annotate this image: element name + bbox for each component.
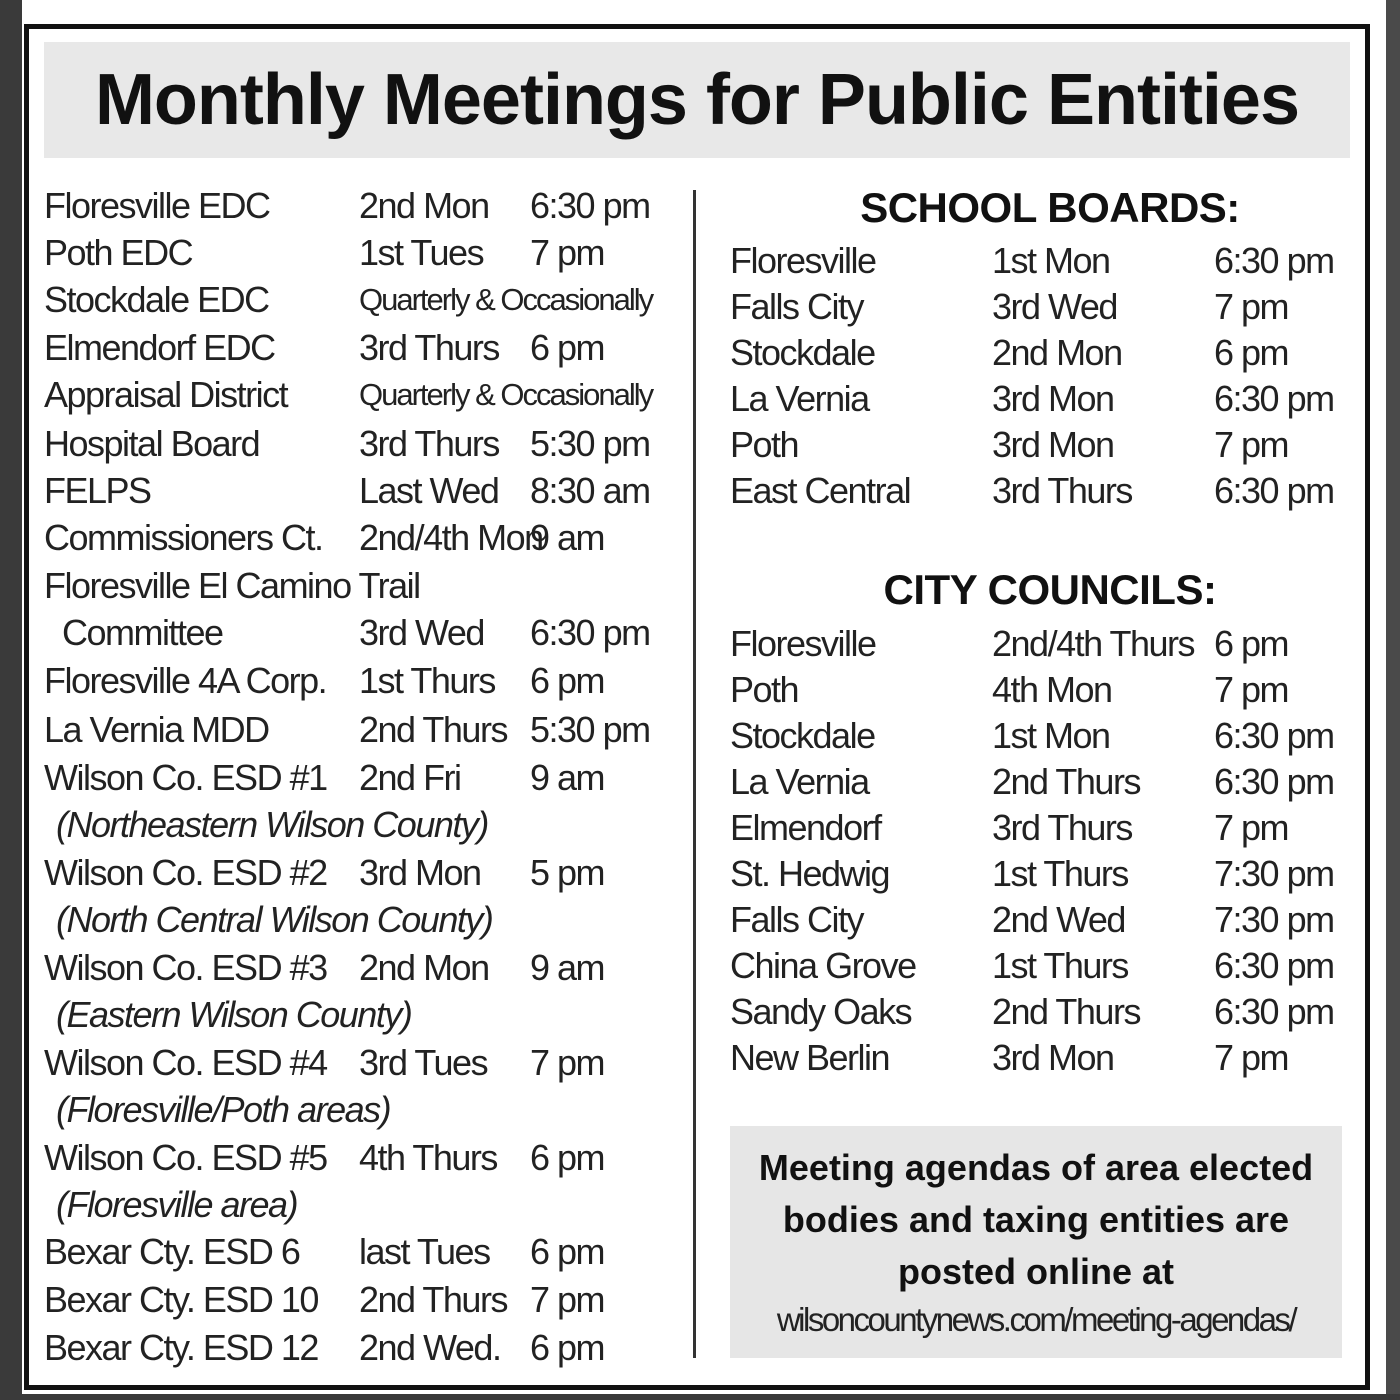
- row-name: China Grove: [730, 945, 916, 986]
- row-time: 6:30 pm: [1214, 378, 1334, 419]
- entity-row: [44, 657, 684, 705]
- entity-note: (Floresville area): [56, 1184, 298, 1225]
- row-day: 2nd Thurs: [992, 991, 1140, 1032]
- entity-row: [44, 1324, 684, 1372]
- row-time: 6:30 pm: [1214, 715, 1334, 756]
- row-day: 2nd/4th Thurs: [992, 623, 1194, 664]
- row-time: 6:30 pm: [1214, 240, 1334, 281]
- entity-time: 5:30 pm: [530, 709, 650, 750]
- row-day: 1st Thurs: [992, 853, 1128, 894]
- entity-day: 2nd Fri: [359, 757, 461, 798]
- row-time: 6 pm: [1214, 623, 1289, 664]
- row-name: La Vernia: [730, 378, 869, 419]
- city-councils-row: [730, 621, 1360, 667]
- row-time: 6:30 pm: [1214, 470, 1334, 511]
- row-day: 3rd Mon: [992, 1037, 1114, 1078]
- city-councils-row: [730, 897, 1360, 943]
- page-title: Monthly Meetings for Public Entities: [94, 60, 1300, 140]
- entity-name: Elmendorf EDC: [44, 327, 275, 368]
- entity-time: 5:30 pm: [530, 423, 650, 464]
- entity-day: Last Wed: [359, 470, 499, 511]
- row-time: 7 pm: [1214, 286, 1289, 327]
- entity-name: Wilson Co. ESD #3: [44, 947, 327, 988]
- entity-row: [44, 324, 684, 372]
- school-boards-row: [730, 238, 1360, 284]
- entity-day: 3rd Mon: [359, 852, 481, 893]
- row-name: Floresville: [730, 623, 876, 664]
- school-boards-row: [730, 468, 1360, 514]
- entity-day: 3rd Thurs: [359, 327, 499, 368]
- row-time: 7 pm: [1214, 424, 1289, 465]
- row-day: 3rd Wed: [992, 286, 1117, 327]
- row-time: 6:30 pm: [1214, 991, 1334, 1032]
- row-name: Stockdale: [730, 715, 875, 756]
- right-edge-band: [1386, 0, 1400, 1400]
- entity-name: Committee: [62, 612, 223, 653]
- entity-time: 6 pm: [530, 1137, 605, 1178]
- entity-name: Floresville 4A Corp.: [44, 660, 327, 701]
- row-name: Sandy Oaks: [730, 991, 912, 1032]
- city-councils-row: [730, 943, 1360, 989]
- school-boards-row: [730, 284, 1360, 330]
- entity-time: 6:30 pm: [530, 612, 650, 653]
- entity-time: 9 am: [530, 757, 605, 798]
- entity-row: [44, 371, 684, 419]
- agenda-url-link[interactable]: wilsoncountynews.com/meeting-agendas/: [776, 1301, 1296, 1338]
- entity-time: 6 pm: [530, 327, 605, 368]
- entity-name: Bexar Cty. ESD 12: [44, 1327, 318, 1368]
- row-name: Poth: [730, 669, 799, 710]
- city-councils-row: [730, 989, 1360, 1035]
- entity-name: Wilson Co. ESD #1: [44, 757, 327, 798]
- city-councils-row: [730, 1035, 1360, 1081]
- entity-row: [44, 420, 684, 468]
- entity-row: [44, 849, 684, 897]
- row-day: 2nd Wed: [992, 899, 1125, 940]
- entity-name: Hospital Board: [44, 423, 260, 464]
- entity-note-row: [44, 801, 684, 849]
- entity-name: Commissioners Ct.: [44, 517, 323, 558]
- row-day: 1st Thurs: [992, 945, 1128, 986]
- row-name: St. Hedwig: [730, 853, 890, 894]
- entity-name: FELPS: [44, 470, 151, 511]
- row-day: 3rd Thurs: [992, 470, 1132, 511]
- entity-note: (Eastern Wilson County): [56, 994, 412, 1035]
- row-day: 3rd Mon: [992, 378, 1114, 419]
- row-time: 6:30 pm: [1214, 761, 1334, 802]
- entity-note-row: [44, 1086, 684, 1134]
- entity-row: [44, 562, 684, 610]
- entity-time: 6 pm: [530, 1231, 605, 1272]
- row-day: 4th Mon: [992, 669, 1112, 710]
- entity-time: 6:30 pm: [530, 185, 650, 226]
- row-time: 7 pm: [1214, 669, 1289, 710]
- agenda-note-text: Meeting agendas of area elected bodies and taxing entities are posted online at: [758, 1147, 1314, 1292]
- row-time: 7:30 pm: [1214, 853, 1334, 894]
- row-name: Stockdale: [730, 332, 875, 373]
- row-name: Poth: [730, 424, 799, 465]
- entity-time: 7 pm: [530, 232, 605, 273]
- entity-day: 2nd Mon: [359, 947, 489, 988]
- bottom-edge-band: [0, 1394, 1400, 1400]
- entity-day: last Tues: [359, 1231, 490, 1272]
- entity-time: 6 pm: [530, 1327, 605, 1368]
- entity-day: 4th Thurs: [359, 1137, 497, 1178]
- entity-note: (Northeastern Wilson County): [56, 804, 488, 845]
- entity-time: 8:30 am: [530, 470, 650, 511]
- row-time: 7 pm: [1214, 807, 1289, 848]
- school-boards-row: [730, 422, 1360, 468]
- row-name: Floresville: [730, 240, 876, 281]
- entity-row: [44, 467, 684, 515]
- entity-time: 7 pm: [530, 1042, 605, 1083]
- row-time: 6:30 pm: [1214, 945, 1334, 986]
- entity-row: [44, 1228, 684, 1276]
- row-name: Elmendorf: [730, 807, 881, 848]
- entity-day: 1st Tues: [359, 232, 484, 273]
- row-name: New Berlin: [730, 1037, 890, 1078]
- row-time: 7:30 pm: [1214, 899, 1334, 940]
- entity-row: [44, 182, 684, 230]
- row-day: 2nd Mon: [992, 332, 1122, 373]
- entity-day: 2nd Thurs: [359, 709, 507, 750]
- row-day: 3rd Thurs: [992, 807, 1132, 848]
- entity-day: 3rd Thurs: [359, 423, 499, 464]
- row-day: 2nd Thurs: [992, 761, 1140, 802]
- entity-name: Wilson Co. ESD #2: [44, 852, 327, 893]
- entity-name: La Vernia MDD: [44, 709, 269, 750]
- entity-day: 2nd/4th Mon: [359, 517, 543, 558]
- entity-day: 3rd Tues: [359, 1042, 488, 1083]
- entity-day: 2nd Mon: [359, 185, 489, 226]
- row-time: 7 pm: [1214, 1037, 1289, 1078]
- school-boards-heading: SCHOOL BOARDS:: [860, 184, 1240, 231]
- entity-row: [44, 706, 684, 754]
- entity-name: Wilson Co. ESD #4: [44, 1042, 327, 1083]
- row-name: Falls City: [730, 286, 864, 327]
- entity-note: (Floresville/Poth areas): [56, 1089, 391, 1130]
- column-divider: [693, 190, 696, 1358]
- entity-row: [44, 276, 684, 324]
- entity-row: [44, 514, 684, 562]
- entity-day: 2nd Thurs: [359, 1279, 507, 1320]
- entity-name: Floresville EDC: [44, 185, 270, 226]
- row-day: 1st Mon: [992, 715, 1110, 756]
- row-time: 6 pm: [1214, 332, 1289, 373]
- city-councils-row: [730, 805, 1360, 851]
- school-boards-row: [730, 330, 1360, 376]
- city-councils-row: [730, 667, 1360, 713]
- entity-name: Wilson Co. ESD #5: [44, 1137, 327, 1178]
- entity-note-row: [44, 991, 684, 1039]
- entity-note-row: [44, 1181, 684, 1229]
- entity-name: Floresville El Camino Trail: [44, 565, 420, 606]
- entity-name: Appraisal District: [44, 374, 288, 415]
- left-edge-band: [0, 0, 22, 1400]
- entity-name: Stockdale EDC: [44, 279, 269, 320]
- entity-row: [44, 1039, 684, 1087]
- city-councils-row: [730, 713, 1360, 759]
- entity-time: 7 pm: [530, 1279, 605, 1320]
- entity-row: [44, 609, 684, 657]
- entity-day: 2nd Wed.: [359, 1327, 501, 1368]
- entity-time: 9 am: [530, 517, 605, 558]
- entity-day: 3rd Wed: [359, 612, 484, 653]
- entity-row: [44, 944, 684, 992]
- entity-row: [44, 229, 684, 277]
- entity-row: [44, 754, 684, 802]
- city-councils-row: [730, 851, 1360, 897]
- row-day: 1st Mon: [992, 240, 1110, 281]
- entity-row: [44, 1276, 684, 1324]
- entity-note: (North Central Wilson County): [56, 899, 493, 940]
- school-boards-row: [730, 376, 1360, 422]
- entity-time: 9 am: [530, 947, 605, 988]
- entity-time: 6 pm: [530, 660, 605, 701]
- city-councils-heading: CITY COUNCILS:: [883, 566, 1217, 613]
- entity-schedule: Quarterly & Occasionally: [359, 282, 653, 317]
- row-day: 3rd Mon: [992, 424, 1114, 465]
- entity-name: Poth EDC: [44, 232, 193, 273]
- entity-day: 1st Thurs: [359, 660, 495, 701]
- entity-name: Bexar Cty. ESD 10: [44, 1279, 318, 1320]
- entity-name: Bexar Cty. ESD 6: [44, 1231, 300, 1272]
- row-name: Falls City: [730, 899, 864, 940]
- entity-row: [44, 1134, 684, 1182]
- row-name: La Vernia: [730, 761, 869, 802]
- entity-note-row: [44, 896, 684, 944]
- entity-time: 5 pm: [530, 852, 605, 893]
- city-councils-row: [730, 759, 1360, 805]
- row-name: East Central: [730, 470, 911, 511]
- entity-schedule: Quarterly & Occasionally: [359, 377, 653, 412]
